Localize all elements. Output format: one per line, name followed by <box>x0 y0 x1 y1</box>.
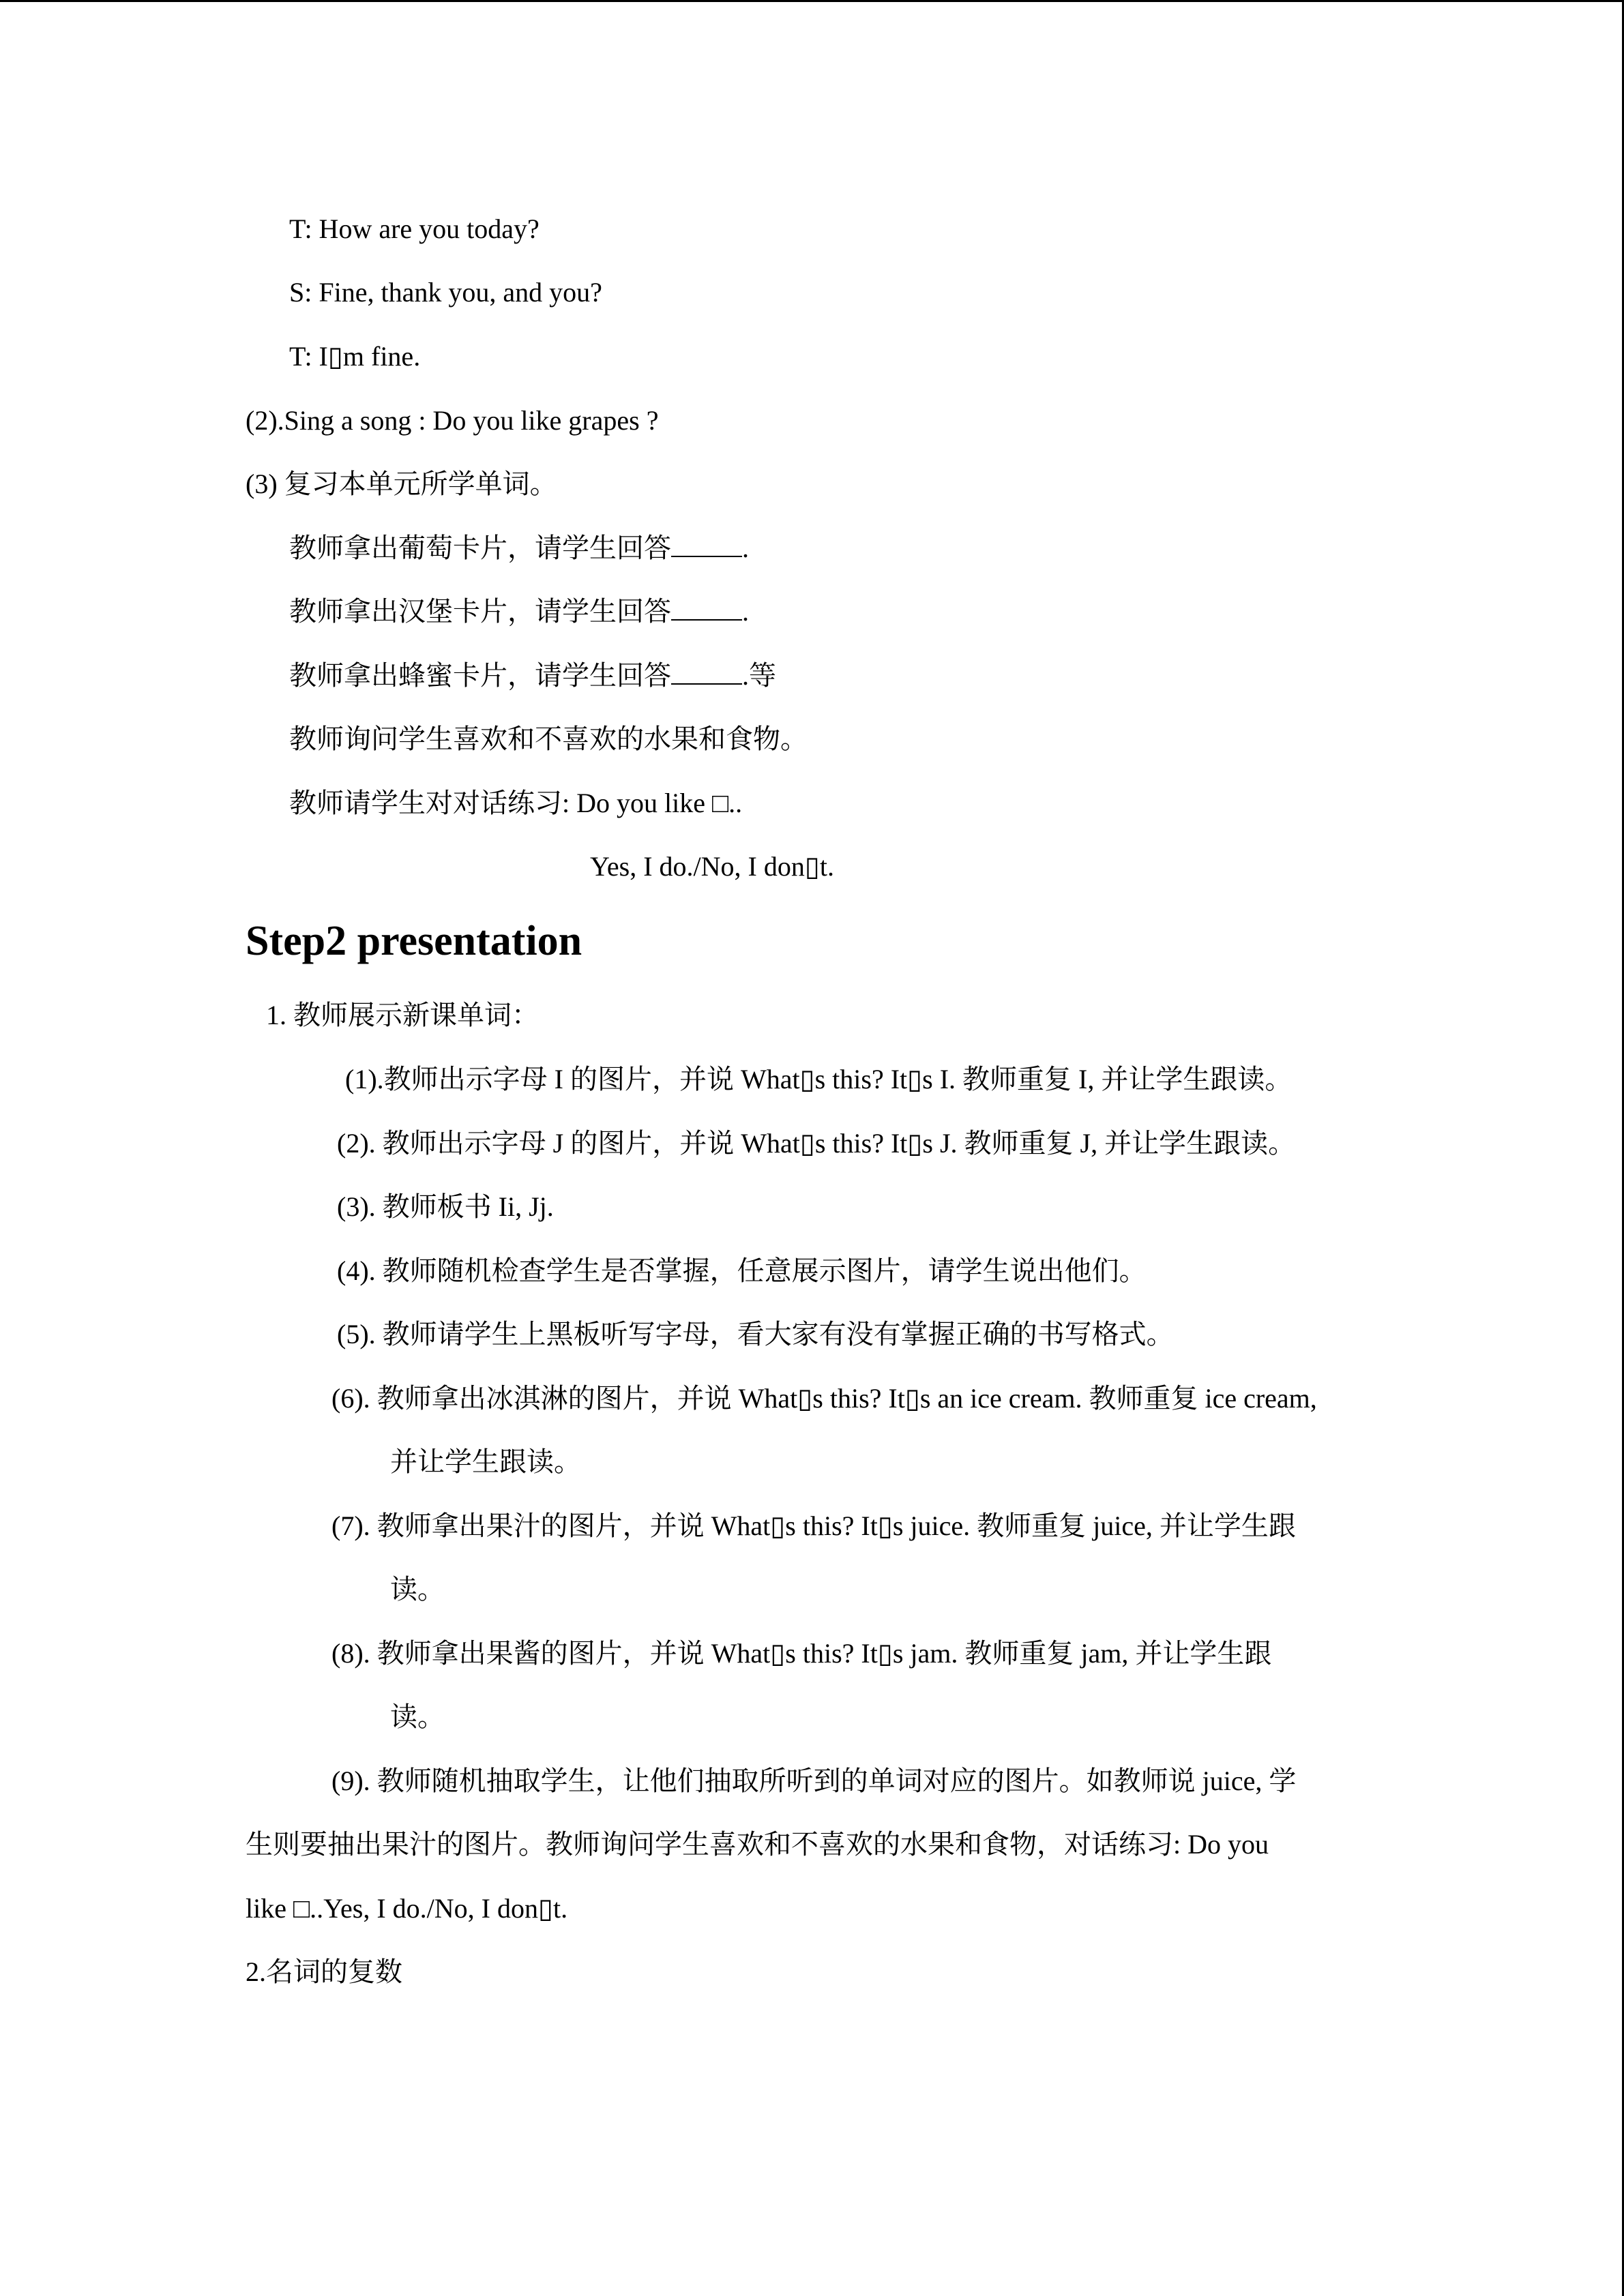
step2-step-6-line-1: (6). 教师拿出冰淇淋的图片，并说 What▯s this? It▯s an ice cream. 教师重复 ice cream, <box>331 1383 1317 1414</box>
step2-step-4: (4). 教师随机检查学生是否掌握，任意展示图片，请学生说出他们。 <box>337 1255 1147 1286</box>
card-item-suffix: . <box>742 596 749 627</box>
dialogue-line-1: T: How are you today? <box>289 213 540 244</box>
review-ask-line: 教师询问学生喜欢和不喜欢的水果和食物。 <box>289 724 808 754</box>
review-heading: (3) 复习本单元所学单词。 <box>246 468 557 499</box>
step2-item1-heading: 1. 教师展示新课单词： <box>266 1000 539 1030</box>
answer-blank <box>671 660 742 685</box>
step2-step-9-line-1: (9). 教师随机抽取学生，让他们抽取所听到的单词对应的图片。如教师说 juice, 学 <box>331 1765 1297 1796</box>
answer-blank <box>671 596 742 621</box>
step2-step-9-line-3: like □..Yes, I do./No, I don▯t. <box>246 1893 568 1924</box>
step2-step-7-line-2: 读。 <box>390 1574 445 1605</box>
step2-step-8-line-2: 读。 <box>390 1701 445 1732</box>
card-item-text: 教师拿出汉堡卡片，请学生回答 <box>289 596 671 627</box>
page-top-border <box>0 0 1624 2</box>
answer-blank <box>671 533 742 557</box>
song-line: (2).Sing a song : Do you like grapes ? <box>246 405 659 436</box>
card-item-honey <box>289 659 776 692</box>
step2-step-1: (1).教师出示字母 I 的图片，并说 What▯s this? It▯s I. 教师重复 I, 并让学生跟读。 <box>345 1064 1293 1094</box>
step2-step-6-line-2: 并让学生跟读。 <box>390 1446 581 1477</box>
card-item-hamburger <box>289 595 749 628</box>
step2-step-7-line-1: (7). 教师拿出果汁的图片，并说 What▯s this? It▯s juice. 教师重复 juice, 并让学生跟 <box>331 1510 1296 1541</box>
card-item-grapes <box>289 532 749 565</box>
card-item-text: 教师拿出葡萄卡片，请学生回答 <box>289 533 671 563</box>
step2-step-9-line-2: 生则要抽出果汁的图片。教师询问学生喜欢和不喜欢的水果和食物，对话练习: Do you <box>246 1829 1269 1860</box>
review-answer-line: Yes, I do./No, I don▯t. <box>590 851 834 882</box>
step2-title: Step2 presentation <box>246 918 582 964</box>
dialogue-line-3: T: I▯m fine. <box>289 341 421 372</box>
step2-item2-heading: 2.名词的复数 <box>246 1956 402 1987</box>
card-item-text: 教师拿出蜂蜜卡片，请学生回答 <box>289 660 671 691</box>
step2-step-8-line-1: (8). 教师拿出果酱的图片，并说 What▯s this? It▯s jam. 教师重复 jam, 并让学生跟 <box>331 1638 1272 1669</box>
card-item-suffix: . <box>742 533 749 563</box>
review-practice-line: 教师请学生对对话练习: Do you like □.. <box>289 788 743 818</box>
step2-step-5: (5). 教师请学生上黑板听写字母，看大家有没有掌握正确的书写格式。 <box>337 1319 1174 1350</box>
step2-step-3: (3). 教师板书 Ii, Jj. <box>337 1191 554 1222</box>
step2-step-2: (2). 教师出示字母 J 的图片，并说 What▯s this? It▯s J. 教师重复 J, 并让学生跟读。 <box>337 1128 1296 1159</box>
card-item-suffix: .等 <box>742 660 776 691</box>
dialogue-line-2: S: Fine, thank you, and you? <box>289 277 602 308</box>
